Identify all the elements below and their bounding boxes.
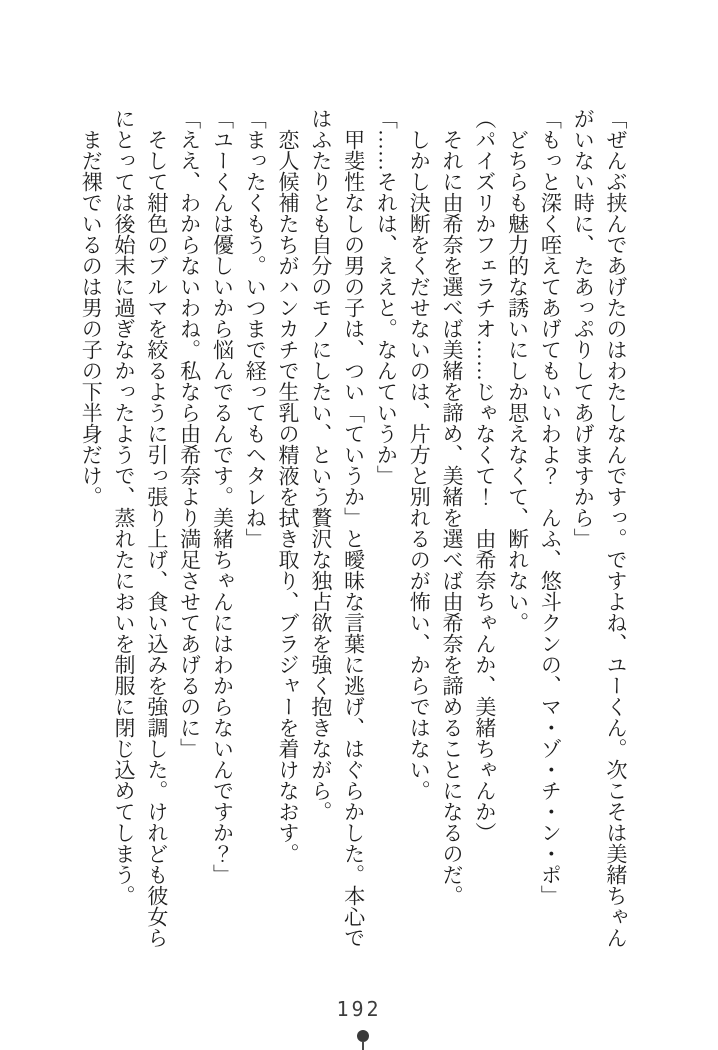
paragraph: 甲斐性なしの男の子は、つい「ていうか」と曖昧な言葉に逃げ、はぐらかした。本心ではふたりとも自分のモノにしたい、という贅沢な独占欲を強く抱きながら。 bbox=[308, 108, 366, 948]
paragraph: そして紺色のブルマを絞るように引っ張り上げ、食い込みを強調した。けれども彼女らにとっては後始末に過ぎなかったようで、蒸れたにおいを制服に閉じ込めてしまう。 bbox=[112, 108, 169, 948]
pin-stem bbox=[362, 1041, 364, 1050]
paragraph: 「ええ、わからないわね。私なら由希奈より満足させてあげるのに」 bbox=[177, 108, 202, 759]
paragraph: しかし決断をくだせないのは、片方と別れるのが怖い、からではない。 bbox=[407, 129, 432, 801]
paragraph: 「ユーくんは優しいから悩んでるんです。美緒ちゃんにはわからないんですか？」 bbox=[210, 108, 235, 885]
paragraph: （パイズリかフェラチオ……じゃなくて！ 由希奈ちゃんか、美緒ちゃんか） bbox=[472, 108, 497, 843]
text-block bbox=[74, 108, 632, 959]
page-number: 192 bbox=[336, 997, 382, 1021]
pin-marker-icon bbox=[356, 1030, 369, 1050]
paragraph: 「もっと深く咥えてあげてもいいわよ？ んふ、悠斗クンの、マ・ゾ・チ・ン・ポ」 bbox=[538, 108, 563, 906]
paragraph: まだ裸でいるのは男の子の下半身だけ。 bbox=[79, 129, 104, 507]
paragraph: 「ぜんぶ挟んであげたのはわたしなんですっ。ですよね、ユーくん。次こそは美緒ちゃんがいない時に、たあっぷりしてあげますから」 bbox=[571, 108, 628, 948]
paragraph: 「まったくもう。いつまで経ってもヘタレね」 bbox=[243, 108, 268, 549]
paragraph: 「……それは、ええと。なんていうか」 bbox=[374, 108, 399, 486]
paragraph: それに由希奈を選べば美緒を諦め、美緒を選べば由希奈を諦めることになるのだ。 bbox=[440, 129, 465, 906]
paragraph: どちらも魅力的な誘いにしか思えなくて、断れない。 bbox=[505, 129, 530, 633]
paragraph: 恋人候補たちがハンカチで生乳の精液を拭き取り、ブラジャーを着けなおす。 bbox=[276, 129, 301, 864]
